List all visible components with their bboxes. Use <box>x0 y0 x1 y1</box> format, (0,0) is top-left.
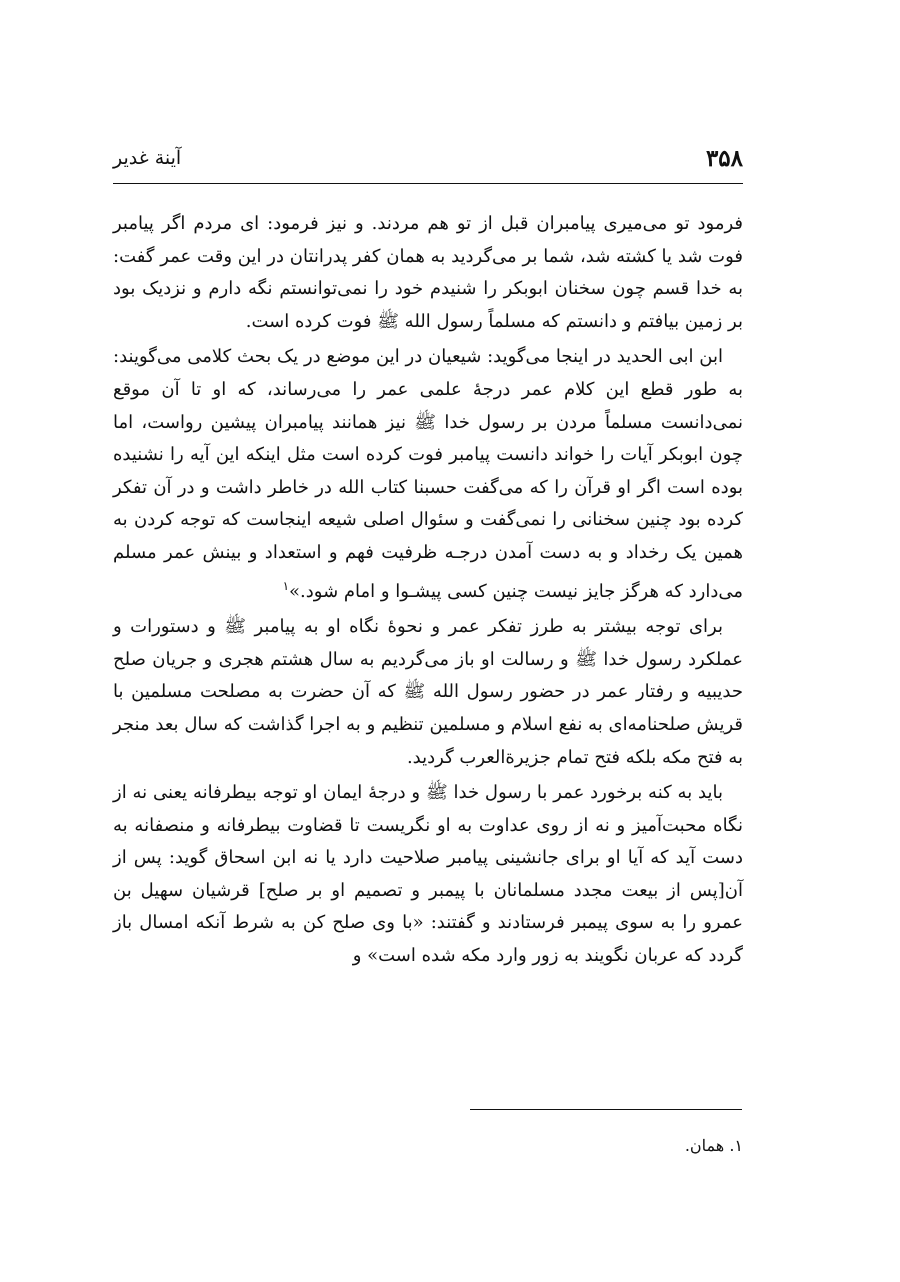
paragraph-3: برای توجه بیشتر به طرز تفکر عمر و نحوهٔ نگاه او به پیامبر ﷺ و دستورات و عملکرد رسول خدا ﷺ و رسالت او باز می‌گردیم به سال هشتم هجری و جریان صلح حدیبیه و رفتار عمر در حضور رسول الله ﷺ که آن حضرت به مصلحت مسلمین با قریش صلحنامه‌ای به نفع اسلام و مسلمین تنظیم و به اجرا گذاشت که سال بعد منجر به فتح مکه بلکه فتح تمام جزیرةالعرب گردید. <box>113 616 743 768</box>
body-text <box>113 208 743 976</box>
footnote: ۱. همان. <box>684 1136 743 1155</box>
paragraph-1: فرمود تو می‌میری پیامبران قبل از تو هم مردند. و نیز فرمود: ای مردم اگر پیامبر فوت شد یا کشته شد، شما بر می‌گردید به همان کفر پدرانتان در این وقت عمر گفت: به خدا قسم چون سخنان ابوبکر را شنیدم خود را نمی‌توانستم نگه دارم و نزدیک بود بر زمین بیافتم و دانستم که مسلماً رسول الله ﷺ فوت کرده است. <box>113 213 743 332</box>
paragraph-2-text: ابن ابی الحدید در اینجا می‌گوید: شیعیان در این موضع در یک بحث کلامی می‌گویند: به طور قطع این کلام عمر درجهٔ علمی عمر را می‌رساند، که او تا آن موقع نمی‌دانست مسلماً مردن بر رسول خدا ﷺ نیز همانند پیامبران پیشین رواست، اما چون ابوبکر آیات را خواند دانست پیامبر فوت کرده است مثل اینکه این آیه را نشنیده بوده است اگر او قرآن را که می‌گفت حسبنا کتاب الله در خاطر داشت و در آن تفکر کرده بود چنین سخنانی را نمی‌گفت و سئوال اصلی شیعه اینجاست که توجه کردن به همین یک رخداد و به دست آمدن درجـه ظرفیت فهم و استعداد و بینش عمر مسلم می‌دارد که هرگز جایز نیست چنین کسی پیشـوا و امام شود.» <box>113 346 743 602</box>
page-header <box>113 143 743 181</box>
footnote-marker: ۱ <box>282 578 290 593</box>
footnote-rule <box>470 1109 742 1110</box>
paragraph-4: باید به کنه برخورد عمر با رسول خدا ﷺ و درجهٔ ایمان او توجه بیطرفانه یعنی نه از نگاه محبت‌آمیز و نه از روی عداوت به او نگریست تا قضاوت بیطرفانه و منصفانه به دست آید که آیا او برای جانشینی پیامبر صلاحیت دارد یا نه ابن اسحاق گوید: پس از آن[پس از بیعت مجدد مسلمانان با پیمبر و تصمیم او بر صلح] قرشیان سهیل بن عمرو را به سوی پیمبر فرستادند و گفتند: «با وی صلح کن به شرط آنکه امسال باز گردد که عربان نگویند به زور وارد مکه شده است» و <box>113 782 744 967</box>
paragraph-2 <box>113 341 743 608</box>
page-number: ۳۵۸ <box>705 145 743 172</box>
header-rule <box>113 183 743 184</box>
running-title: آينة غدير <box>113 147 182 169</box>
